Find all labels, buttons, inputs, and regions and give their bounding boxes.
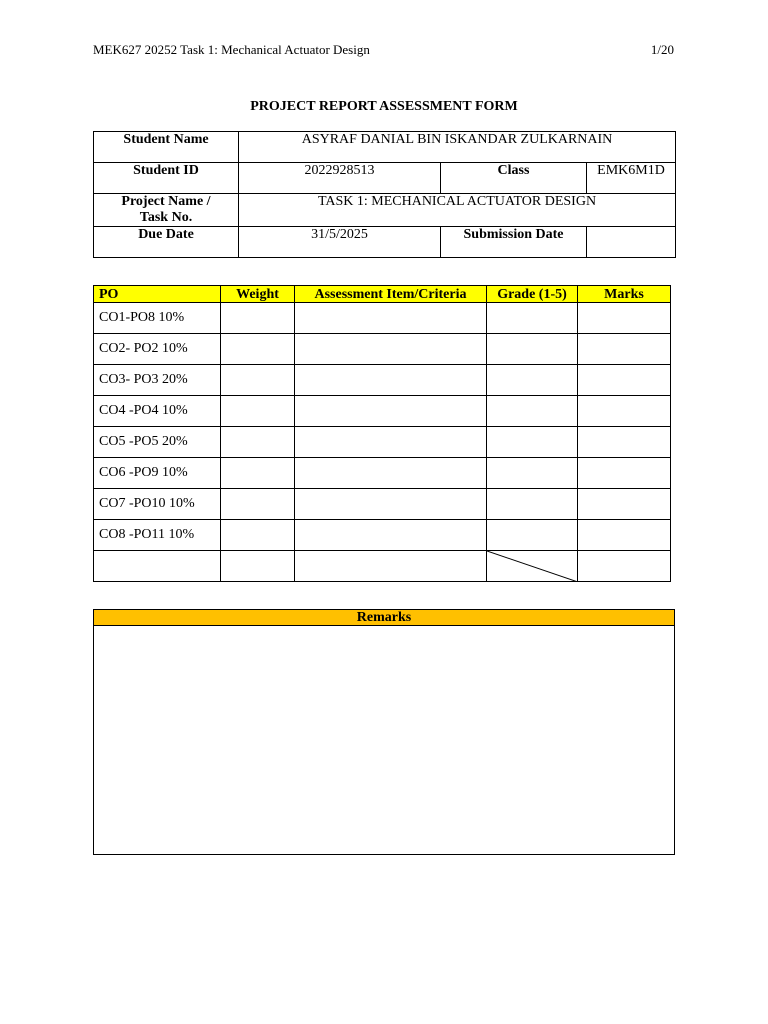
table-row [94,427,671,458]
student-id-label: Student ID [94,163,239,194]
submission-date-label: Submission Date [441,227,587,258]
po-cell: CO2- PO2 10% [94,334,221,365]
po-cell: CO6 -PO9 10% [94,458,221,489]
weight-cell[interactable] [221,334,295,365]
class-value: EMK6M1D [587,163,676,194]
assessment-table [93,285,671,582]
total-weight-cell[interactable] [221,551,295,582]
criteria-cell[interactable] [295,458,487,489]
criteria-cell[interactable] [295,520,487,551]
grade-cell[interactable] [487,396,578,427]
project-name-value: TASK 1: MECHANICAL ACTUATOR DESIGN [239,194,676,227]
diagonal-strike-line [487,551,578,582]
table-row [94,489,671,520]
submission-date-value[interactable] [587,227,676,258]
document-header-title: MEK627 20252 Task 1: Mechanical Actuator Design [93,42,370,57]
student-info-table [93,131,676,258]
po-cell: CO4 -PO4 10% [94,396,221,427]
col-header-grade: Grade (1-5) [487,286,578,303]
total-criteria-cell[interactable] [295,551,487,582]
marks-cell[interactable] [578,489,671,520]
table-row [94,396,671,427]
grade-cell[interactable] [487,489,578,520]
weight-cell[interactable] [221,489,295,520]
project-name-label-line1: Project Name / [121,194,211,209]
total-marks-cell[interactable] [578,551,671,582]
total-row [94,551,671,582]
marks-cell[interactable] [578,365,671,396]
remarks-table [93,609,675,855]
po-cell: CO8 -PO11 10% [94,520,221,551]
marks-cell[interactable] [578,520,671,551]
grade-crossed-cell [487,551,578,582]
due-date-value: 31/5/2025 [239,227,441,258]
student-name-label: Student Name [94,132,239,163]
weight-cell[interactable] [221,458,295,489]
weight-cell[interactable] [221,365,295,396]
due-date-label: Due Date [94,227,239,258]
marks-cell[interactable] [578,427,671,458]
student-id-value: 2022928513 [239,163,441,194]
table-row [94,334,671,365]
grade-cell[interactable] [487,303,578,334]
col-header-weight: Weight [221,286,295,303]
criteria-cell[interactable] [295,303,487,334]
weight-cell[interactable] [221,303,295,334]
po-cell: CO3- PO3 20% [94,365,221,396]
criteria-cell[interactable] [295,489,487,520]
criteria-cell[interactable] [295,334,487,365]
weight-cell[interactable] [221,396,295,427]
remarks-body[interactable] [94,626,675,855]
po-cell: CO5 -PO5 20% [94,427,221,458]
col-header-po: PO [94,286,221,303]
table-row [94,520,671,551]
remarks-header: Remarks [94,610,675,626]
weight-cell[interactable] [221,427,295,458]
grade-cell[interactable] [487,365,578,396]
criteria-cell[interactable] [295,396,487,427]
col-header-criteria: Assessment Item/Criteria [295,286,487,303]
grade-cell[interactable] [487,334,578,365]
marks-cell[interactable] [578,458,671,489]
table-row [94,458,671,489]
weight-cell[interactable] [221,520,295,551]
page-number: 1/20 [650,42,674,57]
grade-cell[interactable] [487,458,578,489]
student-name-value: ASYRAF DANIAL BIN ISKANDAR ZULKARNAIN [239,132,676,163]
project-name-label [94,194,239,227]
form-title: PROJECT REPORT ASSESSMENT FORM [250,99,518,114]
po-cell: CO7 -PO10 10% [94,489,221,520]
total-po-cell [94,551,221,582]
class-label: Class [441,163,587,194]
marks-cell[interactable] [578,334,671,365]
table-row [94,365,671,396]
po-cell: CO1-PO8 10% [94,303,221,334]
col-header-marks: Marks [578,286,671,303]
criteria-cell[interactable] [295,365,487,396]
grade-cell[interactable] [487,427,578,458]
marks-cell[interactable] [578,396,671,427]
grade-cell[interactable] [487,520,578,551]
table-row [94,303,671,334]
project-name-label-line2: Task No. [139,210,193,225]
assessment-header-row [94,286,671,303]
criteria-cell[interactable] [295,427,487,458]
marks-cell[interactable] [578,303,671,334]
